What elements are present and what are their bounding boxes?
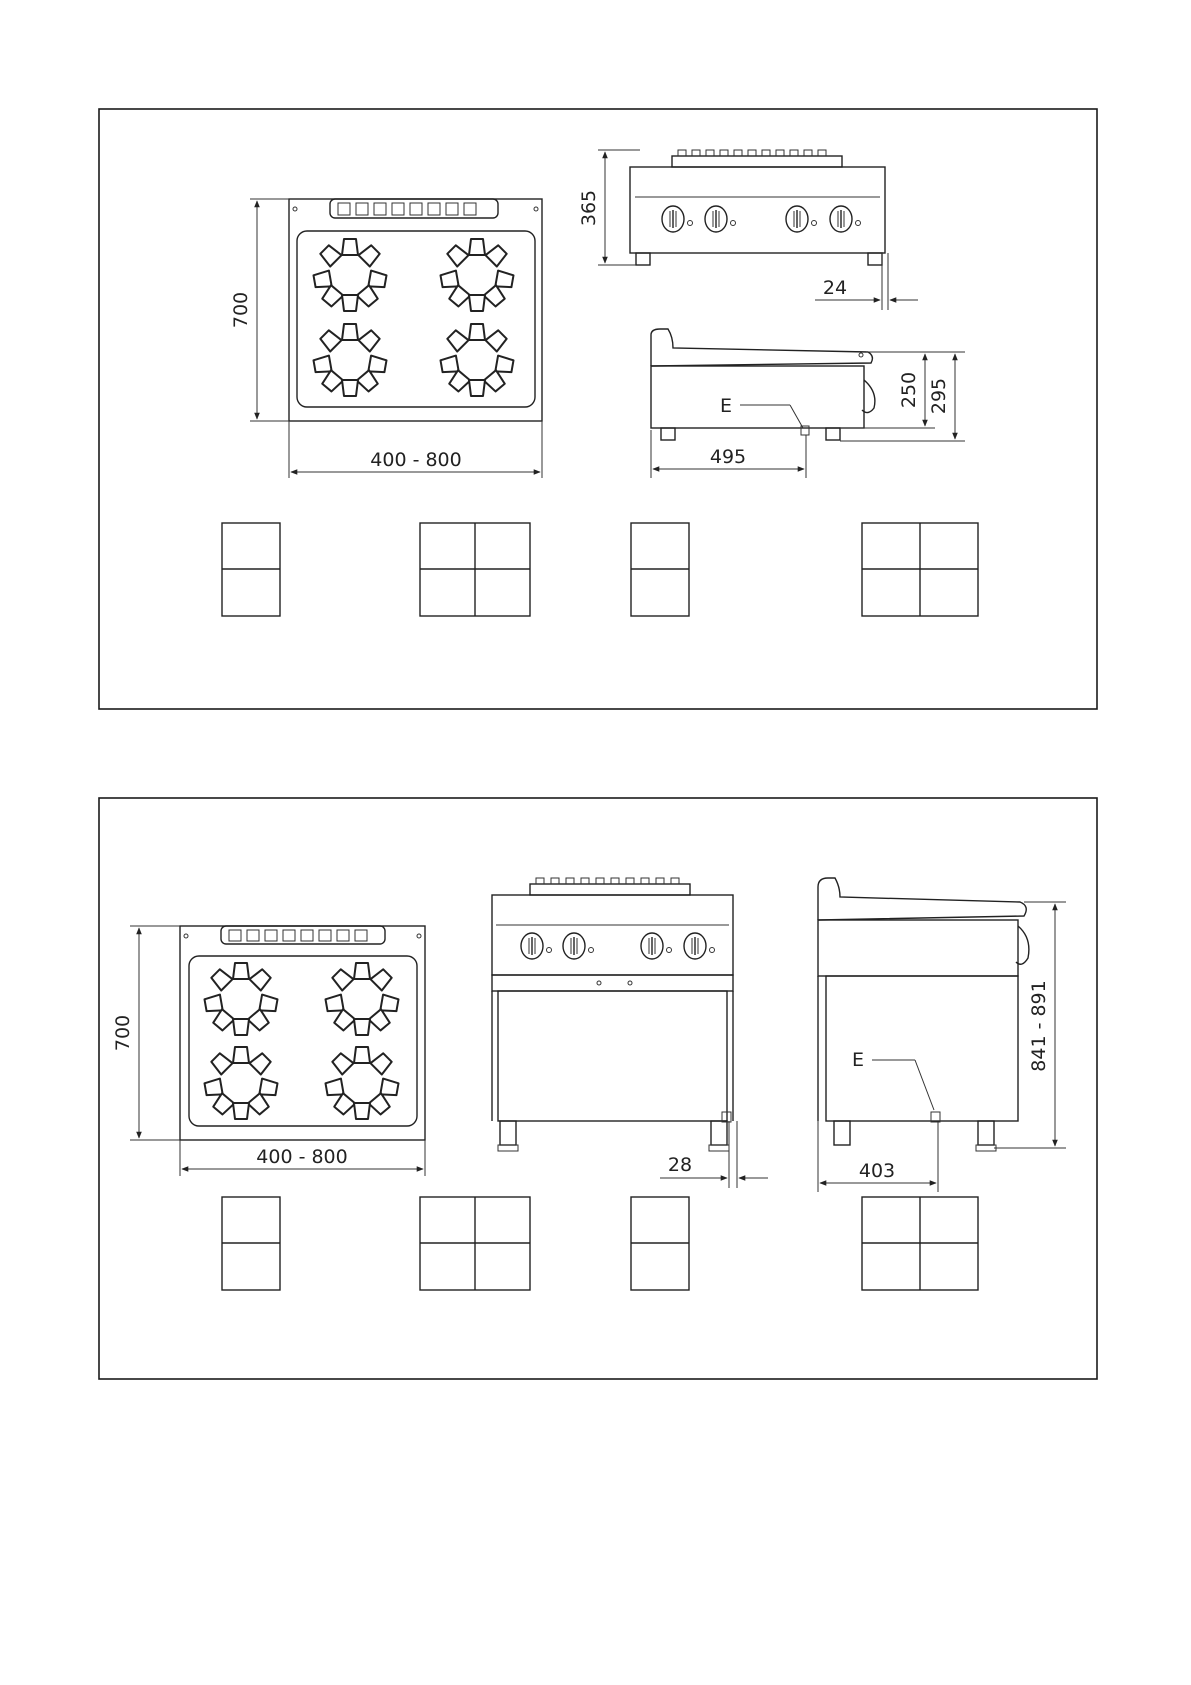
adjustable-foot-icon <box>661 428 675 440</box>
grid-square-icon <box>631 523 689 616</box>
adjustable-foot-icon <box>978 1121 994 1145</box>
grid-square-icon <box>631 1197 689 1290</box>
front-view <box>578 150 918 310</box>
burner-icon <box>440 239 514 311</box>
panel-countertop <box>99 109 1097 709</box>
adjustable-foot-icon <box>636 253 650 265</box>
grid-square-icon <box>222 1197 280 1290</box>
depth-label: 700 <box>112 1014 134 1052</box>
grid-square-icon <box>222 523 280 616</box>
connection-point-label: E <box>719 395 733 417</box>
grid-square-icon <box>862 523 978 616</box>
grid-square-icon <box>862 1197 978 1290</box>
grid-square-icon <box>420 523 530 616</box>
adjustable-foot-icon <box>834 1121 850 1145</box>
top-view <box>112 926 425 1176</box>
adjustable-foot-icon <box>868 253 882 265</box>
side-view <box>651 329 965 478</box>
adjustable-foot-icon <box>711 1121 727 1145</box>
control-knob-icon <box>641 933 672 959</box>
burner-icon <box>313 324 387 396</box>
burner-icon <box>313 239 387 311</box>
height-label: 841 - 891 <box>1028 980 1050 1072</box>
connection-point-label: E <box>851 1049 865 1071</box>
control-knob-icon <box>684 933 715 959</box>
offset-label: 24 <box>822 277 848 299</box>
control-knob-icon <box>563 933 594 959</box>
offset-label: 28 <box>667 1154 693 1176</box>
panel-floor-standing <box>99 798 1097 1379</box>
height-label: 365 <box>578 189 600 227</box>
side-view <box>818 878 1066 1192</box>
control-knob-icon <box>662 206 693 232</box>
control-knob-icon <box>705 206 736 232</box>
height-a-label: 250 <box>898 371 920 409</box>
burner-icon <box>204 1047 278 1119</box>
width-label: 400 - 800 <box>370 449 462 471</box>
burner-icon <box>325 1047 399 1119</box>
front-view <box>492 878 768 1188</box>
top-view <box>230 199 542 478</box>
burner-icon <box>204 963 278 1035</box>
control-knob-icon <box>521 933 552 959</box>
depth-label: 403 <box>858 1160 896 1182</box>
depth-label: 700 <box>230 291 252 329</box>
panel-frame <box>99 798 1097 1379</box>
width-label: 400 - 800 <box>256 1146 348 1168</box>
adjustable-foot-icon <box>500 1121 516 1145</box>
height-b-label: 295 <box>928 377 950 415</box>
grid-square-icon <box>420 1197 530 1290</box>
depth-label: 495 <box>709 446 747 468</box>
control-knob-icon <box>830 206 861 232</box>
adjustable-foot-icon <box>826 428 840 440</box>
control-knob-icon <box>786 206 817 232</box>
burner-icon <box>440 324 514 396</box>
configuration-grids <box>222 1197 978 1290</box>
burner-icon <box>325 963 399 1035</box>
configuration-grids <box>222 523 978 616</box>
